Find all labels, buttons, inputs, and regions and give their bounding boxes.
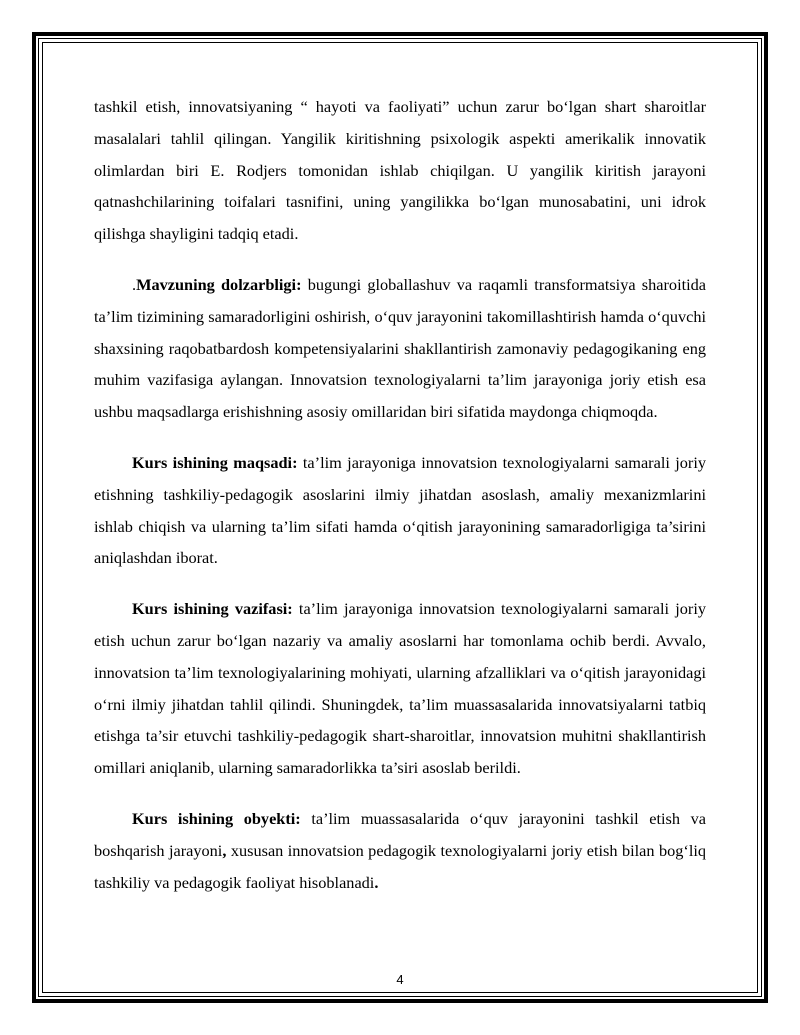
tasks-heading: Kurs ishining vazifasi: [132,599,293,619]
tasks-text: ta’lim jarayoniga innovatsion texnologiyalarni samarali joriy etish uchun zarur bo‘lgan nazariy va amaliy asoslarni har tomonlama ochib berdi. Avvalo, innovatsion ta’lim texnologiyalarining mohiyati, ularning afzalliklari va o‘qitish jarayonidagi o‘rni ilmiy jihatdan tahlil qilindi. Shuningdek, ta’lim muassasalarida innovatsiyalarni tatbiq etishga ta’sir etuvchi tashkiliy-pedagogik shart-sharoitlar, innovatsion muhitni shakllantirish omillari aniqlanib, ularning samaradorlikka ta’siri asoslab berildi. [94,599,706,778]
object-end: . [374,872,379,892]
document-body [94,91,706,898]
relevance-prefix: . [132,274,137,294]
tasks-paragraph [94,593,706,784]
relevance-text: bugungi globallashuv va raqamli transformatsiya sharoitida ta’lim tizimining samaradorligini oshirish, o‘quv jarayonini takomillashtirish hamda o‘quvchi shaxsining raqobatbardosh kompetensiyalarini shakllantirish zamonaviy pedagogikaning eng muhim vazifasiga aylangan. Innovatsion texnologiyalarni ta’lim jarayoniga joriy etish esa ushbu maqsadlarga erishishning asosiy omillaridan biri sifatida maydonga chiqmoqda. [94,274,707,422]
goal-paragraph [94,447,706,574]
object-comma: , [222,840,227,860]
object-paragraph [94,803,706,898]
object-text-part1: ta’lim muassasalarida o‘quv jarayonini tashkil etish va boshqarish jarayoni [94,808,706,860]
goal-heading: Kurs ishining maqsadi: [132,452,298,472]
relevance-paragraph [94,269,706,428]
intro-paragraph [94,91,706,250]
page-number: 4 [396,972,404,987]
goal-text: ta’lim jarayoniga innovatsion texnologiyalarni samarali joriy etishning tashkiliy-pedagogik asoslarini ilmiy jihatdan asoslash, amaliy mexanizmlarini ishlab chiqish va ularning ta’lim sifati hamda o‘qitish jarayonining samaradorligiga ta’sirini aniqlashdan iborat. [94,452,707,568]
object-heading: Kurs ishining obyekti: [132,808,301,828]
relevance-heading: Mavzuning dolzarbligi: [136,274,302,294]
intro-text: tashkil etish, innovatsiyaning “ hayoti va faoliyati” uchun zarur bo‘lgan shart sharoitlar masalalari tahlil qilingan. Yangilik kiritishning psixologik aspekti amerikalik innovatik olimlardan biri E. Rodjers tomonidan ishlab chiqilgan. U yangilik kiritish jarayoni qatnashchilarining toifalari tasnifini, uning yangilikka bo‘lgan munosabatini, uni idrok qilishga shayligini tadqiq etadi. [94,97,706,244]
object-text-part2: xususan innovatsion pedagogik texnologiyalarni joriy etish bilan bog‘liq tashkiliy va pedagogik faoliyat hisoblanadi [94,840,707,892]
